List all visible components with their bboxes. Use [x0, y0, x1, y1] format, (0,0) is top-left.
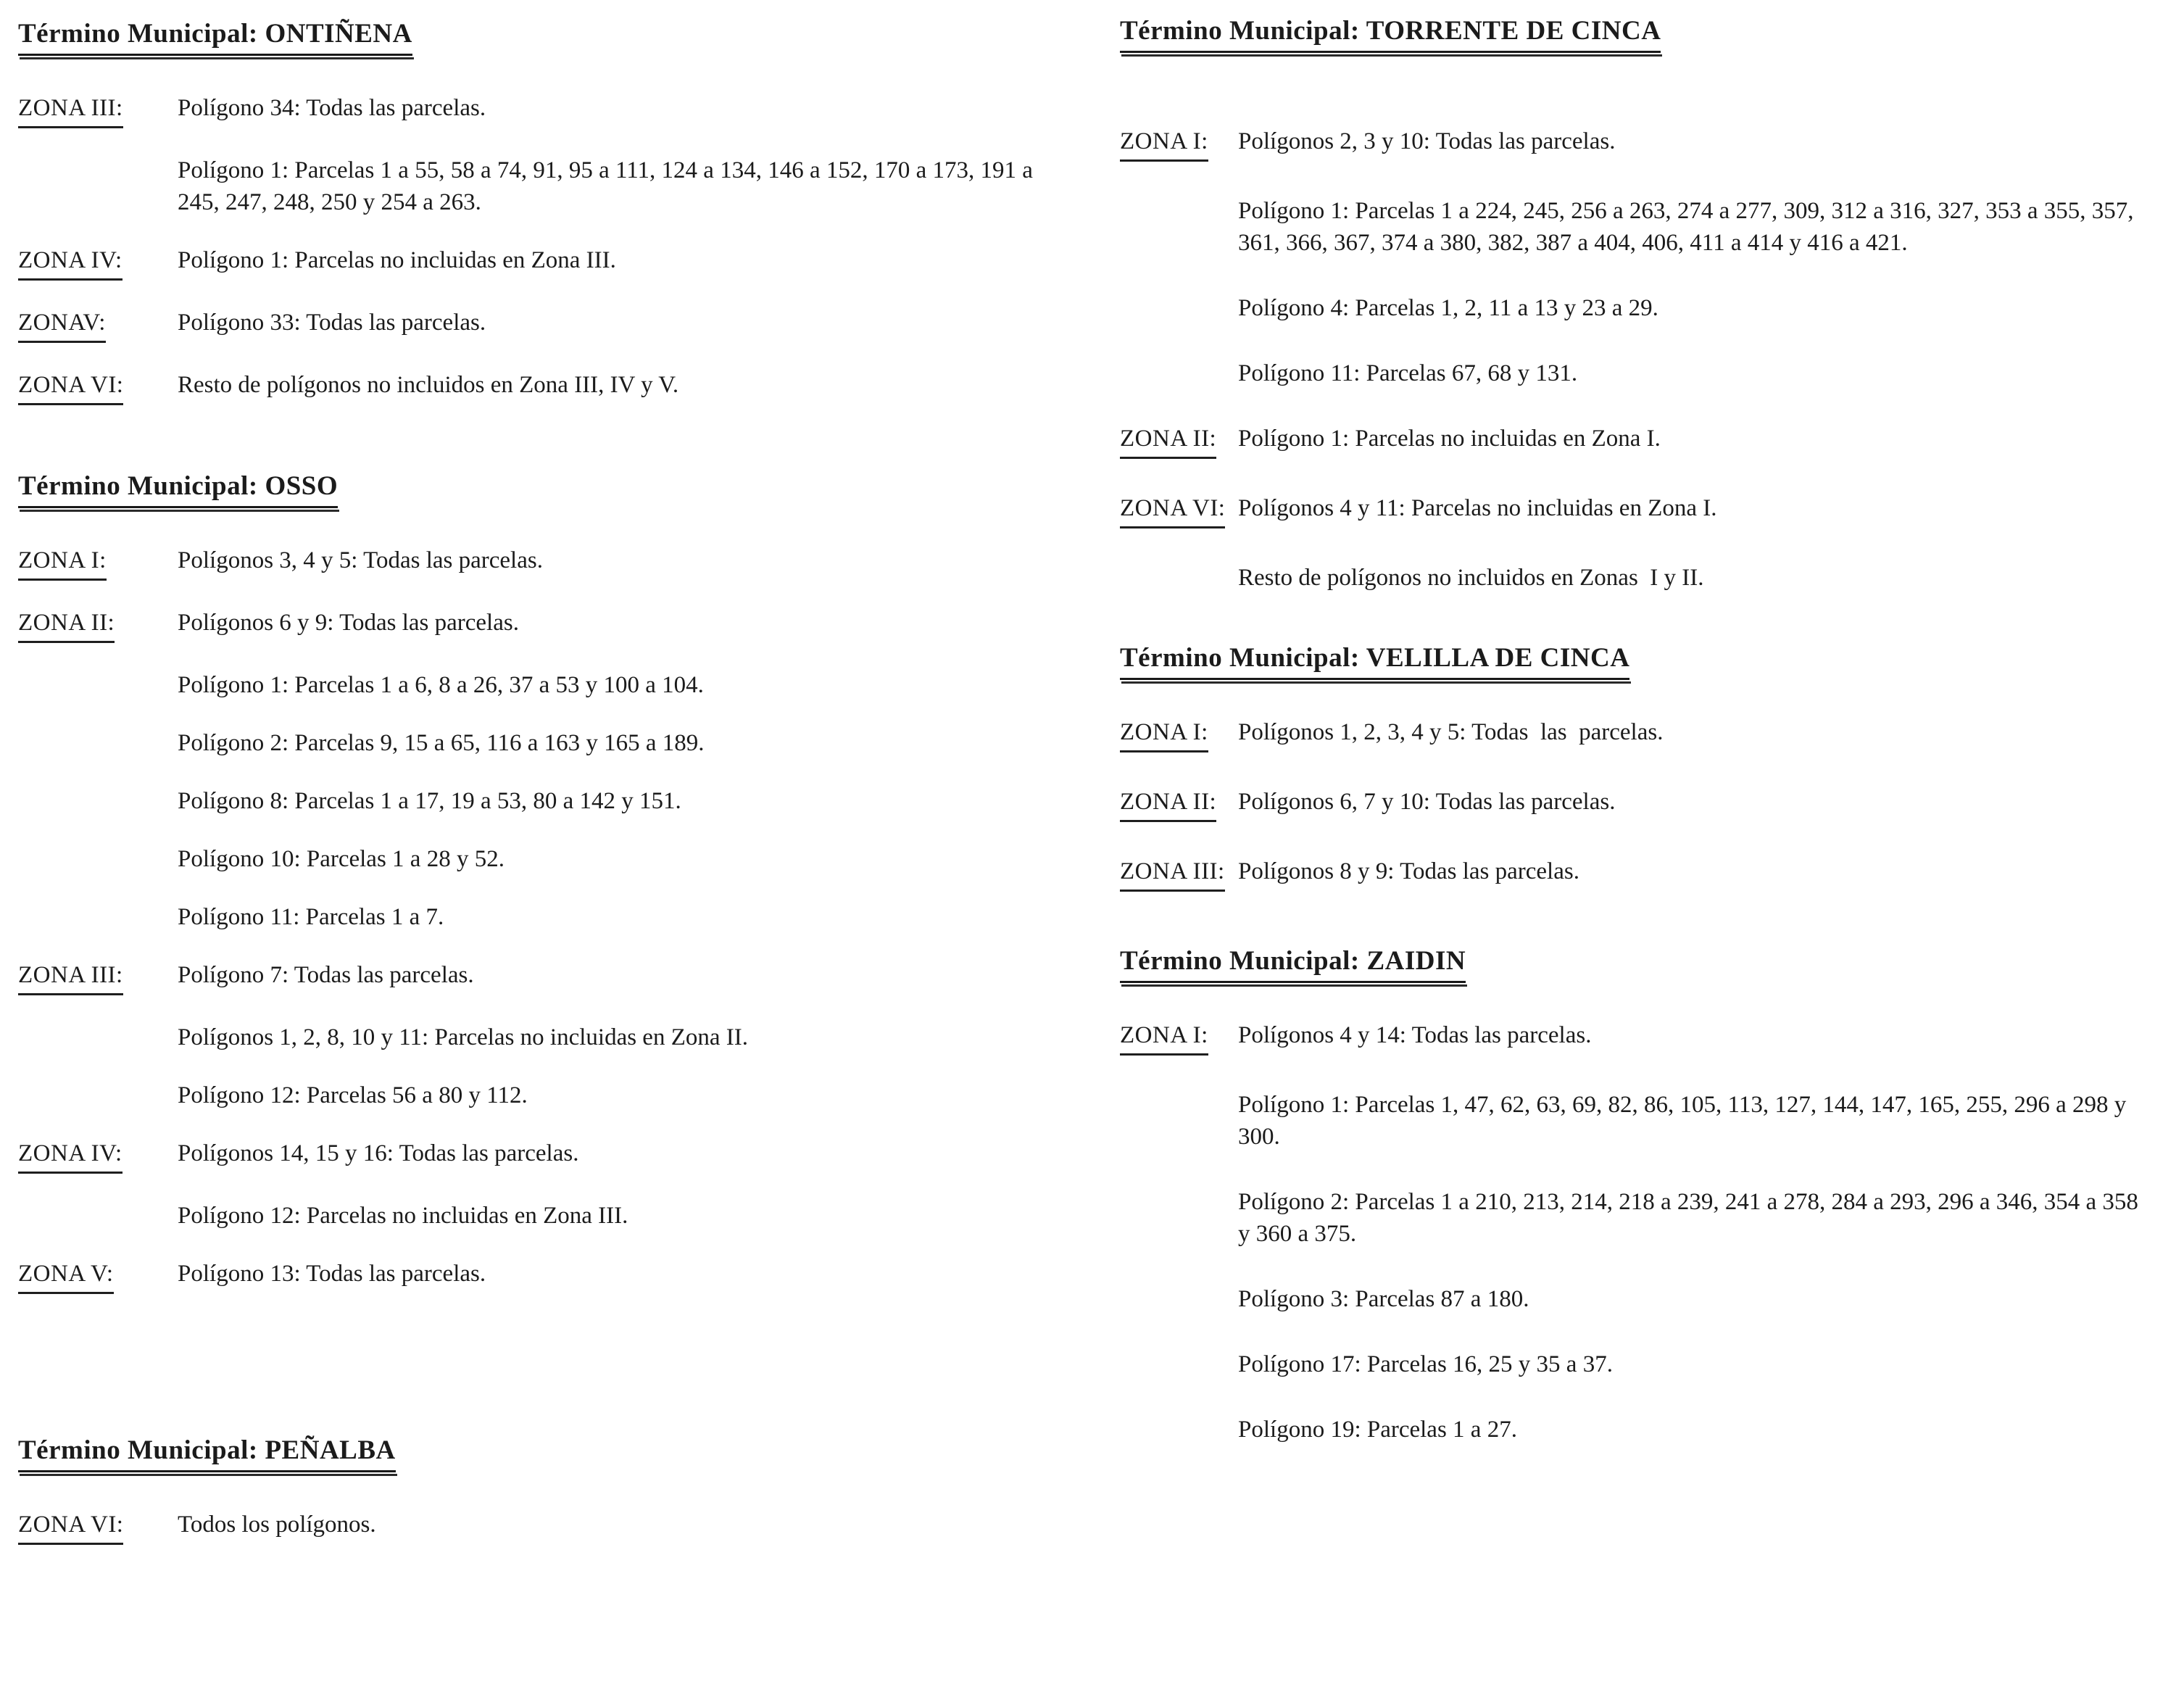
column-right [1120, 0, 2145, 1700]
zone-row [18, 544, 1080, 581]
zone-label [18, 244, 178, 281]
municipality-heading [1120, 642, 2138, 680]
parcel-text: Polígono 2: Parcelas 1 a 210, 213, 214, 218 a 239, 241 a 278, 284 a 293, 296 a 346, 354 a 358 y 360 a 375. [1238, 1189, 2145, 1247]
zone-label [1120, 1186, 1238, 1218]
zone-label [1120, 357, 1238, 389]
parcel-text: Polígonos 14, 15 y 16: Todas las parcelas. [178, 1140, 579, 1166]
zone-label [18, 1021, 178, 1053]
zone-row [18, 369, 1080, 405]
continuation-row [18, 669, 1080, 701]
parcel-text: Polígono 7: Todas las parcelas. [178, 962, 474, 988]
section-rows [18, 1509, 1080, 1545]
zone-label [18, 669, 178, 701]
municipality-heading-text: Término Municipal: OSSO [18, 470, 338, 508]
parcel-text: Polígono 17: Parcelas 16, 25 y 35 a 37. [1238, 1351, 1613, 1377]
continuation-row [18, 1200, 1080, 1232]
zone-label [1120, 292, 1238, 324]
parcel-text: Polígono 11: Parcelas 67, 68 y 131. [1238, 360, 1578, 386]
zone-label-text: ZONA II: [1120, 423, 1216, 459]
zone-label [1120, 786, 1238, 822]
parcel-text: Polígono 19: Parcelas 1 a 27. [1238, 1417, 1517, 1443]
parcel-text: Polígono 33: Todas las parcelas. [178, 310, 486, 336]
zone-label [18, 92, 178, 128]
continuation-row [1120, 292, 2138, 324]
zone-row [18, 1258, 1080, 1294]
zone-label [18, 959, 178, 995]
parcel-text: Polígono 10: Parcelas 1 a 28 y 52. [178, 846, 505, 872]
zone-label-text: ZONA IV: [18, 244, 123, 281]
parcel-text: Polígono 34: Todas las parcelas. [178, 95, 486, 121]
zone-label [1120, 1283, 1238, 1315]
zone-row [18, 244, 1080, 281]
parcel-text: Resto de polígonos no incluidos en Zonas I y II. [1238, 565, 1704, 591]
section-rows [1120, 1019, 2145, 1446]
municipality-heading-text: Término Municipal: ONTIÑENA [18, 17, 412, 56]
continuation-row [1120, 357, 2138, 389]
zone-label [1120, 1019, 1238, 1056]
municipality-heading [18, 1434, 1080, 1472]
zone-label-text: ZONA IV: [18, 1137, 123, 1174]
parcel-text: Polígono 3: Parcelas 87 a 180. [1238, 1286, 1529, 1312]
parcel-text: Polígono 1: Parcelas 1 a 6, 8 a 26, 37 a 53 y 100 a 104. [178, 672, 704, 698]
parcel-text: Polígono 1: Parcelas no incluidas en Zona III. [178, 247, 616, 273]
zone-label-text: ZONA III: [18, 959, 123, 995]
zone-row [18, 1137, 1080, 1174]
zone-label [18, 307, 178, 343]
zone-label [18, 1137, 178, 1174]
parcel-text: Polígonos 4 y 11: Parcelas no incluidas en Zona I. [1238, 495, 1717, 521]
continuation-row [18, 785, 1080, 817]
parcel-text: Polígonos 8 y 9: Todas las parcelas. [1238, 858, 1579, 884]
section-rows [1120, 716, 2138, 892]
zone-label [1120, 492, 1238, 528]
zone-label [1120, 1414, 1238, 1446]
continuation-row [18, 1021, 1080, 1053]
zone-label [18, 1200, 178, 1232]
continuation-row [18, 154, 1080, 218]
section-rows [18, 544, 1080, 1294]
parcel-text: Polígono 12: Parcelas 56 a 80 y 112. [178, 1082, 528, 1108]
zone-label-text: ZONA I: [1120, 125, 1208, 162]
zone-label-text: ZONA V: [18, 1258, 114, 1294]
zone-row [18, 1509, 1080, 1545]
parcel-text: Polígono 1: Parcelas 1, 47, 62, 63, 69, 82, 86, 105, 113, 127, 144, 147, 165, 255, 296 a 298 y 300. [1238, 1092, 2133, 1150]
parcel-text: Polígono 13: Todas las parcelas. [178, 1261, 486, 1287]
parcel-text: Polígono 11: Parcelas 1 a 7. [178, 904, 444, 930]
zone-label [1120, 423, 1238, 459]
zone-label [18, 727, 178, 759]
zone-label-text: ZONAV: [18, 307, 106, 343]
municipality-section [18, 470, 1080, 1294]
parcel-text: Polígono 2: Parcelas 9, 15 a 65, 116 a 163 y 165 a 189. [178, 730, 705, 756]
parcel-text: Resto de polígonos no incluidos en Zona III, IV y V. [178, 372, 679, 398]
municipality-heading-text: Término Municipal: VELILLA DE CINCA [1120, 642, 1629, 680]
zone-label-text: ZONA I: [1120, 1019, 1208, 1056]
parcel-text: Polígono 4: Parcelas 1, 2, 11 a 13 y 23 a 29. [1238, 295, 1658, 321]
zone-row [18, 307, 1080, 343]
parcel-text: Polígonos 6 y 9: Todas las parcelas. [178, 610, 519, 636]
municipality-heading [1120, 945, 2138, 983]
zone-row [18, 959, 1080, 995]
zone-label [1120, 716, 1238, 752]
zone-row [1120, 855, 2138, 892]
zone-label [1120, 855, 1238, 892]
parcel-text: Polígonos 3, 4 y 5: Todas las parcelas. [178, 547, 543, 573]
continuation-row [1120, 1186, 2145, 1250]
parcel-text: Polígonos 6, 7 y 10: Todas las parcelas. [1238, 789, 1616, 815]
continuation-row [18, 901, 1080, 933]
continuation-row [1120, 562, 2138, 594]
parcel-text: Polígono 1: Parcelas 1 a 224, 245, 256 a 263, 274 a 277, 309, 312 a 316, 327, 353 a 355, 357, 361, 366, 367, 374 a 380, 382, 387 a 404, 406, 411 a 414 y 416 a 421. [1238, 198, 2140, 256]
parcel-text: Polígono 1: Parcelas no incluidas en Zona I. [1238, 426, 1661, 452]
zone-row [1120, 492, 2138, 528]
parcel-text: Polígonos 2, 3 y 10: Todas las parcelas. [1238, 128, 1616, 154]
municipality-heading-text: Término Municipal: PEÑALBA [18, 1434, 396, 1472]
zone-label [18, 544, 178, 581]
zone-label-text: ZONA VI: [18, 1509, 123, 1545]
municipality-heading [1120, 14, 2138, 53]
municipality-section [1120, 945, 2145, 1446]
continuation-row [1120, 1348, 2138, 1380]
parcel-text: Polígono 12: Parcelas no incluidas en Zona III. [178, 1203, 628, 1229]
municipality-heading-text: Término Municipal: TORRENTE DE CINCA [1120, 14, 1661, 53]
zone-label [18, 154, 178, 186]
zone-label [18, 369, 178, 405]
zone-label-text: ZONA III: [1120, 855, 1225, 892]
zone-label-text: ZONA I: [1120, 716, 1208, 752]
continuation-row [18, 1079, 1080, 1111]
municipality-section [18, 17, 1080, 405]
parcel-text: Polígonos 4 y 14: Todas las parcelas. [1238, 1022, 1592, 1048]
municipality-heading-text: Término Municipal: ZAIDIN [1120, 945, 1466, 983]
parcel-text: Polígonos 1, 2, 8, 10 y 11: Parcelas no incluidas en Zona II. [178, 1024, 748, 1050]
municipality-section [18, 1434, 1080, 1545]
municipality-heading [18, 470, 1080, 508]
column-left [18, 0, 1080, 1700]
continuation-row [18, 727, 1080, 759]
zone-label-text: ZONA II: [1120, 786, 1216, 822]
continuation-row [18, 843, 1080, 875]
zone-label [1120, 1348, 1238, 1380]
zone-row [1120, 423, 2138, 459]
municipality-heading [18, 17, 1080, 56]
parcel-text: Polígonos 1, 2, 3, 4 y 5: Todas las parcelas. [1238, 719, 1664, 745]
parcel-text: Todos los polígonos. [178, 1512, 376, 1538]
zone-label [18, 1258, 178, 1294]
zone-label [1120, 562, 1238, 594]
zone-label [1120, 195, 1238, 227]
continuation-row [1120, 195, 2138, 259]
continuation-row [1120, 1089, 2138, 1153]
section-rows [18, 92, 1080, 405]
continuation-row [1120, 1414, 2138, 1446]
parcel-text: Polígono 1: Parcelas 1 a 55, 58 a 74, 91, 95 a 111, 124 a 134, 146 a 152, 170 a 173, 191 a 245, 247, 248, 250 y 254 a 263. [178, 157, 1039, 215]
zone-label [18, 901, 178, 933]
zone-row [1120, 1019, 2138, 1056]
zone-row [1120, 716, 2138, 752]
zone-label-text: ZONA I: [18, 544, 107, 581]
zone-row [1120, 786, 2138, 822]
zone-label [18, 843, 178, 875]
zone-label-text: ZONA II: [18, 607, 115, 643]
zone-row [18, 92, 1080, 128]
zone-label [1120, 1089, 1238, 1121]
zone-label [18, 785, 178, 817]
municipality-section [1120, 14, 2138, 594]
parcel-text: Polígono 8: Parcelas 1 a 17, 19 a 53, 80 a 142 y 151. [178, 788, 681, 814]
zone-label-text: ZONA III: [18, 92, 123, 128]
zone-label-text: ZONA VI: [1120, 492, 1225, 528]
zone-row [18, 607, 1080, 643]
zone-label-text: ZONA VI: [18, 369, 123, 405]
zone-label [18, 607, 178, 643]
municipality-section [1120, 642, 2138, 892]
zone-row [1120, 125, 2138, 162]
zone-label [18, 1079, 178, 1111]
continuation-row [1120, 1283, 2138, 1315]
section-rows [1120, 125, 2138, 594]
zone-label [18, 1509, 178, 1545]
zone-label [1120, 125, 1238, 162]
